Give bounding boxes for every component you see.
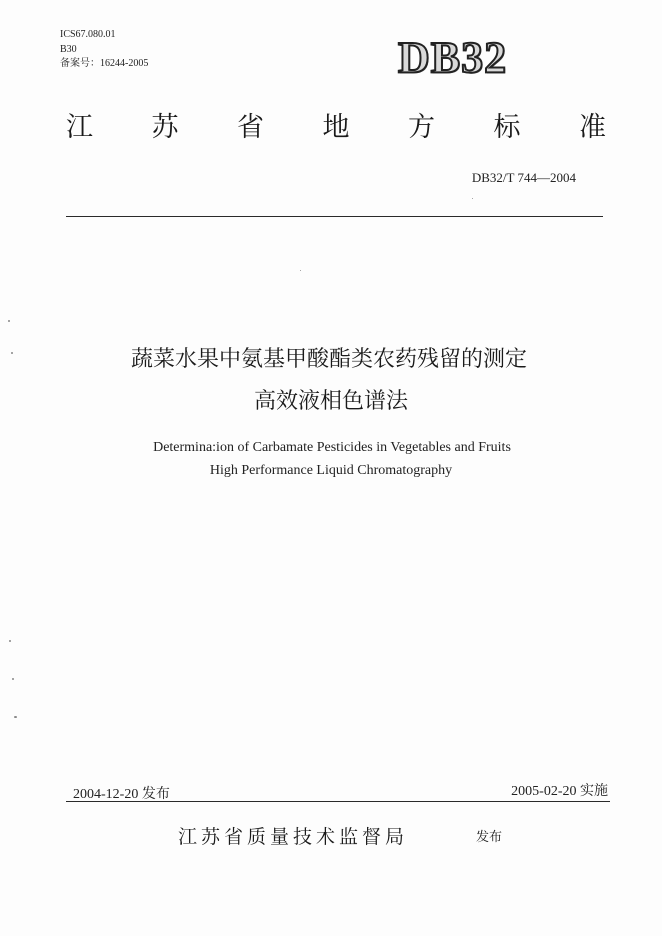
org-title-char: 标 — [493, 112, 521, 143]
org-title-char: 地 — [322, 112, 350, 143]
db32-logo: DB32 — [398, 33, 508, 82]
org-title — [66, 112, 606, 144]
org-title-char: 省 — [237, 112, 264, 143]
footer-divider — [66, 801, 610, 802]
standard-number: DB32/T 744—2004 — [471, 170, 576, 185]
org-title-char: 准 — [579, 112, 606, 143]
org-title-char: 苏 — [151, 112, 179, 143]
scan-speck — [14, 716, 17, 718]
implement-date: 2005-02-20 实施 — [511, 784, 608, 799]
scan-speck — [8, 320, 10, 322]
filing-number: 备案号：16244-2005 — [60, 58, 149, 69]
issuer-suffix: 发布 — [476, 830, 503, 845]
scan-speck — [12, 678, 14, 680]
title-cn-line1: 蔬菜水果中氨基甲酸酯类农药残留的测定 — [130, 347, 527, 372]
header-meta — [60, 28, 148, 72]
title-cn-line2: 高效液相色谱法 — [253, 389, 408, 414]
header-divider — [66, 216, 603, 217]
scan-speck — [472, 198, 473, 199]
issuer-name: 江苏省质量技术监督局 — [178, 826, 409, 848]
org-title-char: 江 — [66, 112, 93, 143]
scan-speck — [300, 270, 301, 271]
scan-speck — [11, 352, 13, 354]
class-code: B30 — [60, 43, 77, 55]
title-en-line2: High Performance Liquid Chromatography — [209, 463, 453, 478]
org-title-char: 方 — [408, 112, 435, 143]
title-en-line1: Determina:ion of Carbamate Pesticides in Vegetables and Fruits — [153, 440, 511, 455]
ics-code: ICS67.080.01 — [60, 29, 116, 40]
scan-speck — [9, 640, 11, 642]
issue-date: 2004-12-20 发布 — [73, 787, 170, 802]
